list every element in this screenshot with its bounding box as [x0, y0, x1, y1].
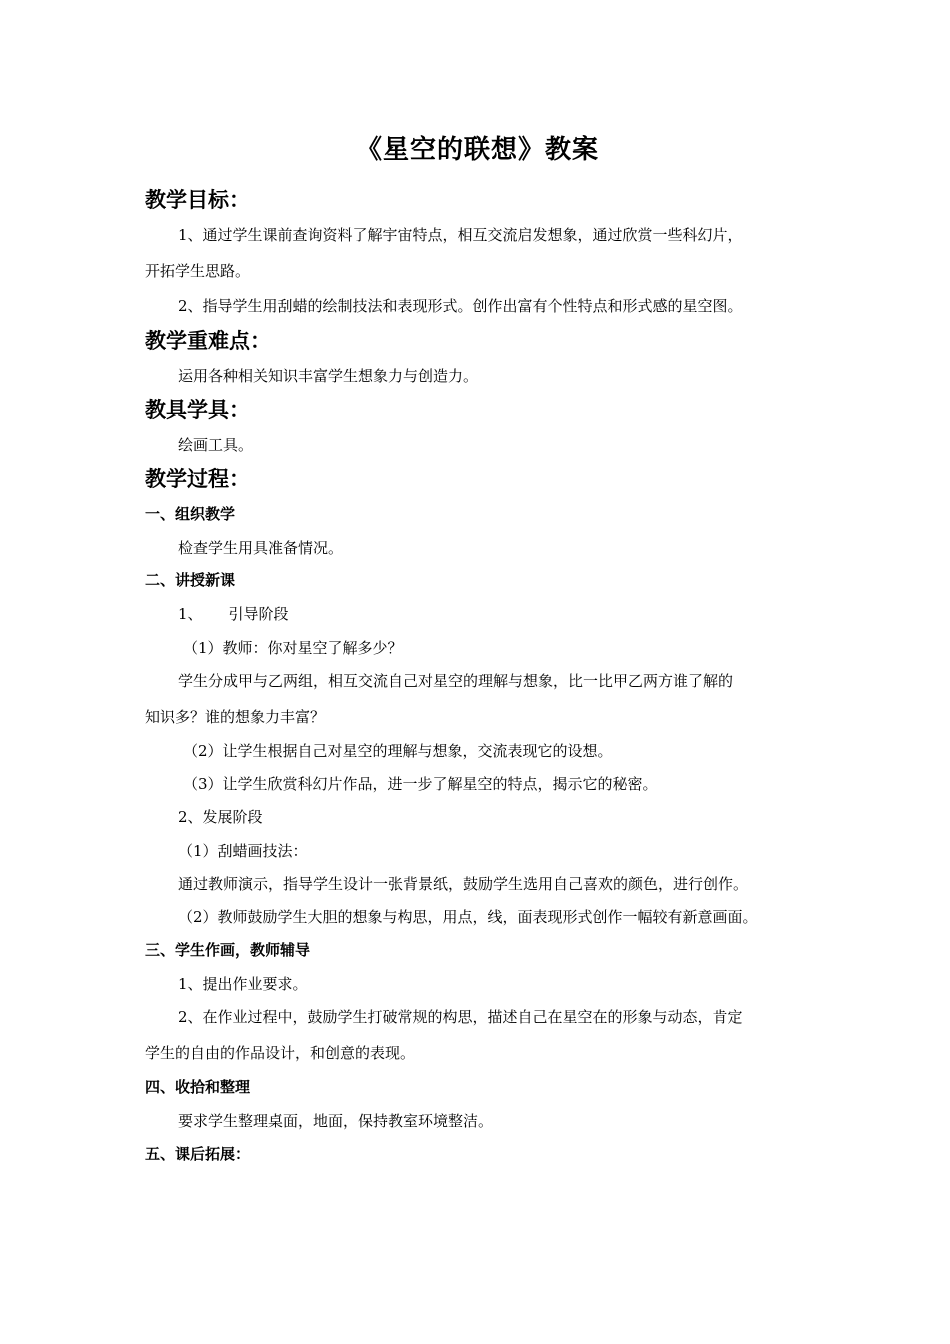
- goals-heading: 教学目标：: [145, 187, 250, 212]
- part2-heading: 二、讲授新课: [145, 571, 236, 589]
- part1-text: 检查学生用具准备情况。: [178, 539, 344, 557]
- tools-heading: 教具学具：: [145, 397, 250, 422]
- step1-line: [178, 602, 289, 626]
- part1-heading: 一、组织教学: [145, 505, 236, 523]
- process-heading: 教学过程：: [145, 466, 250, 491]
- step1-number: 1、: [178, 605, 203, 623]
- q1-desc: 学生分成甲与乙两组，相互交流自己对星空的理解与想象，比一比甲乙两方谁了解的: [178, 672, 734, 690]
- q1-text: （1）教师：你对星空了解多少？: [183, 639, 403, 657]
- step1-label: 引导阶段: [228, 605, 289, 623]
- q1-desc-cont: 知识多？谁的想象力丰富？: [145, 708, 326, 726]
- q3-text: （3）让学生欣赏科幻片作品，进一步了解星空的特点，揭示它的秘密。: [183, 775, 658, 793]
- key-points-text: 运用各种相关知识丰富学生想象力与创造力。: [178, 367, 479, 385]
- d2-text: （2）教师鼓励学生大胆的想象与构思，用点，线，面表现形式创作一幅较有新意画面。: [178, 908, 758, 926]
- step2-line: 2、发展阶段: [178, 808, 263, 826]
- goals-item-1-cont: 开拓学生思路。: [145, 262, 251, 280]
- part3-item-1: 1、提出作业要求。: [178, 975, 308, 993]
- tools-text: 绘画工具。: [178, 436, 254, 454]
- part4-text: 要求学生整理桌面，地面，保持教室环境整洁。: [178, 1112, 494, 1130]
- part3-item-2: 2、在作业过程中，鼓励学生打破常规的构思，描述自己在星空在的形象与动态，肯定: [178, 1008, 743, 1026]
- key-points-heading: 教学重难点：: [145, 328, 271, 353]
- d1-text: （1）刮蜡画技法：: [178, 842, 308, 860]
- goals-item-2: 2、指导学生用刮蜡的绘制技法和表现形式。创作出富有个性特点和形式感的星空图。: [178, 297, 743, 315]
- page-title: 《星空的联想》教案: [355, 135, 599, 165]
- part3-heading: 三、学生作画，教师辅导: [145, 941, 311, 959]
- part3-item-2-cont: 学生的自由的作品设计，和创意的表现。: [145, 1044, 416, 1062]
- goals-item-1: 1、通过学生课前查询资料了解宇宙特点，相互交流启发想象，通过欣赏一些科幻片，: [178, 226, 743, 244]
- document-page: [145, 0, 810, 1344]
- part4-heading: 四、收拾和整理: [145, 1078, 251, 1096]
- q2-text: （2）让学生根据自己对星空的理解与想象，交流表现它的设想。: [183, 742, 613, 760]
- part5-heading: 五、课后拓展：: [145, 1145, 251, 1163]
- d1-desc: 通过教师演示，指导学生设计一张背景纸，鼓励学生选用自己喜欢的颜色，进行创作。: [178, 875, 749, 893]
